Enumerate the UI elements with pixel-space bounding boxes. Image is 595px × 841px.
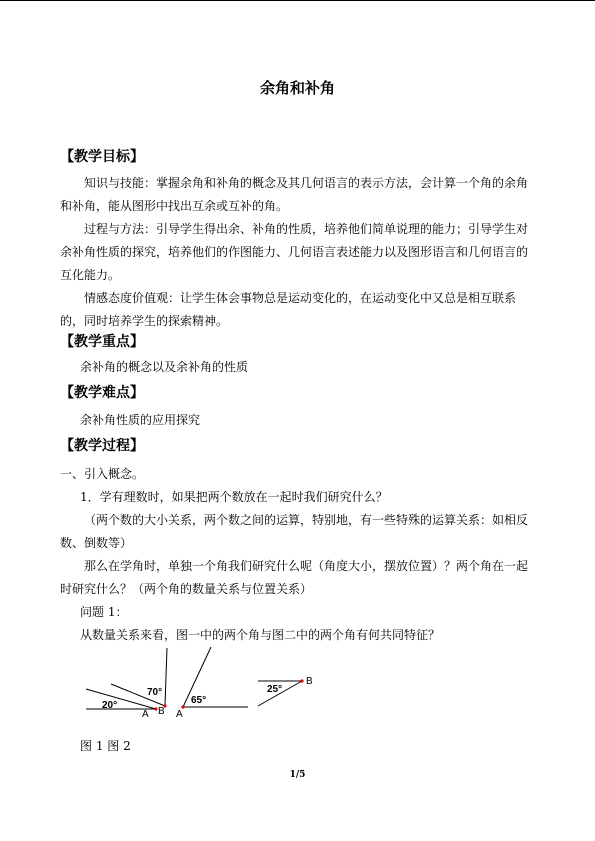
problem-text: 从数量关系来看，图一中的两个角与图二中的两个角有何共同特征？ (80, 628, 441, 642)
problem-label: 问题 1： (80, 605, 128, 619)
page-number: 1/5 (289, 770, 306, 780)
point-label-b1: B (158, 706, 165, 717)
question-2: 那么在学角时，单独一个角我们研究什么呢（角度大小，摆放位置）？两个角在一起时研究什么？（两个角的数量关系与位置关系） (60, 559, 529, 596)
angle-label-65: 65° (191, 695, 207, 706)
point-label-a2: A (176, 709, 183, 720)
heading-process: 【教学过程】 (60, 438, 144, 454)
fig1-ray-vertical (165, 648, 167, 706)
heading-objectives: 【教学目标】 (60, 149, 144, 165)
angle-figure (80, 640, 340, 730)
point-label-b2: B (306, 676, 313, 687)
intro-line: 一、引入概念。 (60, 467, 145, 481)
point-label-a1: A (142, 709, 149, 720)
angle-label-20: 20° (102, 700, 118, 711)
top-rule (0, 0, 595, 1)
question-1: 1．学有理数时，如果把两个数放在一起时我们研究什么？ (80, 490, 388, 504)
fig1-ray-20 (86, 689, 156, 709)
key-points-text: 余补角的概念以及余补角的性质 (80, 360, 249, 374)
difficulties-text: 余补角性质的应用探究 (80, 413, 201, 427)
page-title: 余角和补角 (259, 79, 335, 97)
figure-caption: 图 1 图 2 (80, 739, 131, 753)
fig2b-vertex-b (300, 679, 303, 682)
heading-difficulties: 【教学难点】 (60, 385, 144, 401)
angle-label-25: 25° (267, 684, 283, 695)
objective-attitude: 情感态度价值观：让学生体会事物总是运动变化的，在运动变化中又总是相互联系的，同时培养学生的探索精神。 (60, 291, 517, 328)
objective-knowledge: 知识与技能：掌握余角和补角的概念及其几何语言的表示方法，会计算一个角的余角和补角，能从图形中找出互余或互补的角。 (60, 176, 529, 213)
answer-1: （两个数的大小关系，两个数之间的运算，特别地，有一些特殊的运算关系：如相反数、倒数等） (60, 513, 529, 550)
heading-key-points: 【教学重点】 (60, 334, 144, 350)
objective-process: 过程与方法：引导学生得出余、补角的性质，培养他们简单说理的能力；引导学生对余补角性质的探究，培养他们的作图能力、几何语言表述能力以及图形语言和几何语言的互化能力。 (60, 222, 529, 282)
angle-label-70: 70° (147, 687, 163, 698)
